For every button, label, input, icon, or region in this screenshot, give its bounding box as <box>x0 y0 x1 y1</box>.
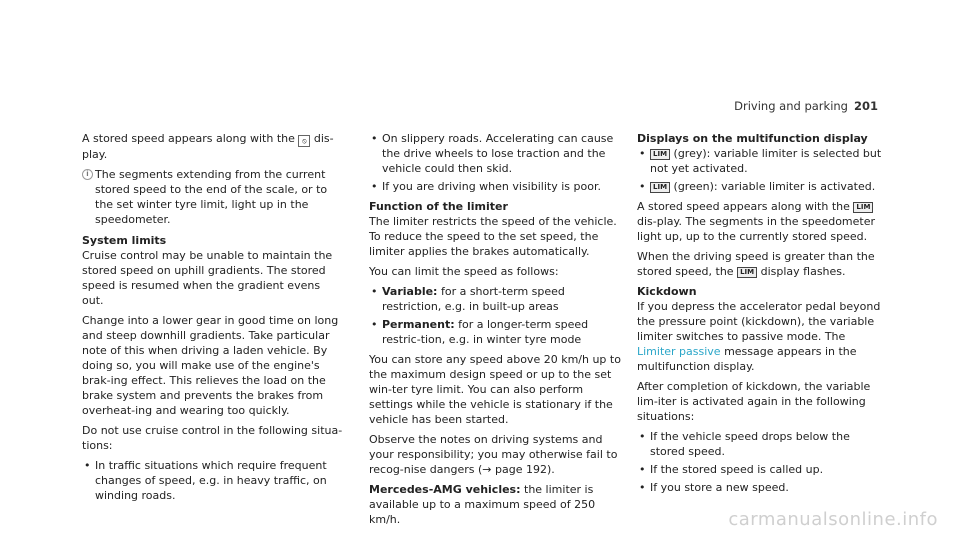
bullet-icon: • <box>371 180 378 193</box>
paragraph: Cruise control may be unable to maintain the stored speed on uphill gradients. The stored speed is resumed when the gradient evens out. <box>82 249 333 307</box>
bullet-icon: • <box>639 481 646 494</box>
paragraph: Do not use cruise control in the following situa-tions: <box>82 424 343 452</box>
watermark: carmanualsonline.info <box>728 509 938 530</box>
list-item: • If the stored speed is called up. <box>639 463 824 476</box>
list-item: • LIM (green): variable limiter is activated. <box>639 180 876 193</box>
paragraph: Change into a lower gear in good time on long and steep downhill gradients. Take particular note of this when driving a laden vehicle. By doing so, you will make use of the engine's brak-ing effect. This relieves the load on the brake system and prevents the brakes from overheat-ing and wearing too quickly. <box>82 314 339 417</box>
list-item: • If you store a new speed. <box>639 481 789 494</box>
bullet-icon: • <box>371 285 378 298</box>
list-item: • In traffic situations which require frequent changes of speed, e.g. in heavy traffic, on winding roads. <box>84 459 327 502</box>
page-number: 201 <box>853 99 878 113</box>
paragraph: You can limit the speed as follows: <box>369 265 559 278</box>
list-item: • If you are driving when visibility is poor. <box>371 180 601 193</box>
bullet-icon: • <box>371 132 378 145</box>
bullet-list <box>369 284 625 347</box>
bullet-list <box>637 146 885 194</box>
page-header <box>734 99 878 114</box>
info-icon: i <box>82 169 93 180</box>
heading-kickdown: Kickdown <box>637 285 697 298</box>
lim-icon: LIM <box>650 182 670 193</box>
list-item: • Variable: for a short-term speed restriction, e.g. in built-up areas <box>371 285 565 313</box>
lim-icon: LIM <box>650 149 670 160</box>
paragraph: You can store any speed above 20 km/h up to the maximum design speed or up to the set win-ter tyre limit. You can also perform settings while the vehicle is stationary if the vehicle has been started. <box>369 353 621 426</box>
paragraph: After completion of kickdown, the variable lim-iter is activated again in the following situations: <box>637 380 871 423</box>
limiter-passive-link[interactable]: Limiter passive <box>637 345 721 358</box>
section-title: Driving and parking <box>734 99 848 113</box>
paragraph: A stored speed appears along with the ⦸ dis-play. <box>82 132 334 161</box>
bullet-list <box>82 458 344 503</box>
bullet-list <box>637 429 885 495</box>
column-2 <box>369 131 625 532</box>
bullet-list <box>369 131 625 194</box>
heading-system-limits: System limits <box>82 234 167 247</box>
list-item: • Permanent: for a longer-term speed restric-tion, e.g. in winter tyre mode <box>371 318 589 346</box>
bullet-icon: • <box>371 318 378 331</box>
list-item: • On slippery roads. Accelerating can cause the drive wheels to lose traction and the vehicle could then skid. <box>371 132 614 175</box>
column-3 <box>637 131 885 500</box>
paragraph: The limiter restricts the speed of the vehicle. To reduce the speed to the set speed, the limiter applies the brakes automatically. <box>369 215 617 258</box>
arrow-icon: → <box>482 463 492 476</box>
info-note: i The segments extending from the current stored speed to the end of the scale, or to the set winter tyre limit, light up in the speedometer. <box>82 167 344 227</box>
bullet-icon: • <box>639 463 646 476</box>
lim-icon: LIM <box>853 202 873 213</box>
paragraph: Observe the notes on driving systems and your responsibility; you may otherwise fail to recog-nise dangers (→ page 192). <box>369 433 618 476</box>
paragraph: If you depress the accelerator pedal beyond the pressure point (kickdown), the variable limiter switches to passive mode. The Limiter passive message appears in the multifunction display. <box>637 300 881 373</box>
column-1 <box>82 131 344 508</box>
lim-icon: LIM <box>737 267 757 278</box>
page-reference-link[interactable]: page 192). <box>491 463 555 476</box>
bullet-icon: • <box>639 147 646 160</box>
heading-function-of-limiter: Function of the limiter <box>369 200 508 213</box>
list-item: • If the vehicle speed drops below the stored speed. <box>639 430 850 458</box>
heading-displays: Displays on the multifunction display <box>637 132 868 145</box>
list-item: • LIM (grey): variable limiter is selected but not yet activated. <box>639 147 882 175</box>
cruise-control-off-icon: ⦸ <box>298 135 310 147</box>
bullet-icon: • <box>639 180 646 193</box>
bullet-icon: • <box>84 459 91 472</box>
paragraph: When the driving speed is greater than the stored speed, the LIM display flashes. <box>637 250 875 278</box>
paragraph: Mercedes-AMG vehicles: the limiter is available up to a maximum speed of 250 km/h. <box>369 483 596 526</box>
bullet-icon: • <box>639 430 646 443</box>
paragraph: A stored speed appears along with the LIM dis-play. The segments in the speedometer light up, up to the currently stored speed. <box>637 200 876 243</box>
